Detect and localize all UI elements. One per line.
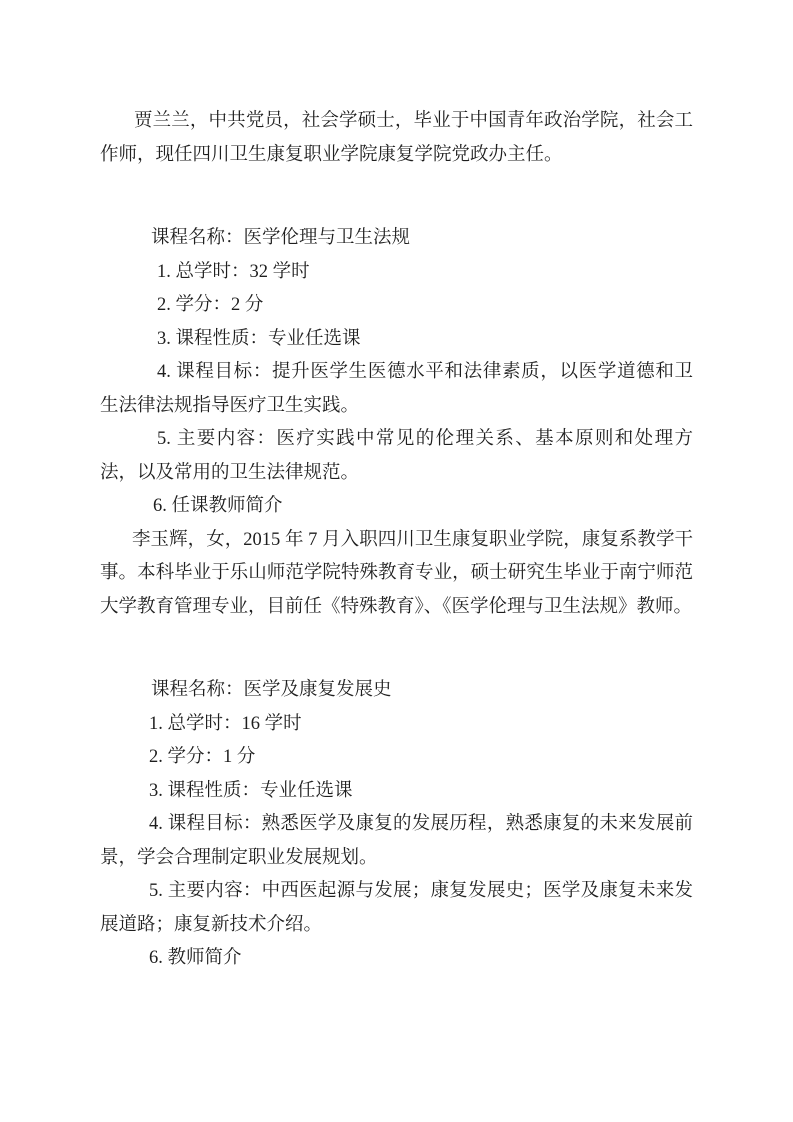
course-item-nature: 3. 课程性质：专业任选课 bbox=[149, 780, 353, 801]
blank-line bbox=[100, 172, 693, 222]
course-item-main-content: 5. 主要内容：中西医起源与发展；康复发展史；医学及康复未来发展道路；康复新技术介绍。 bbox=[100, 881, 693, 935]
course-title: 课程名称：医学伦理与卫生法规 bbox=[151, 228, 411, 248]
teacher-bio-paragraph: 李玉辉，女，2015 年 7 月入职四川卫生康复职业学院，康复系教学干事。本科毕业于乐山师范学院特殊教育专业，硕士研究生毕业于南宁师范大学教育管理专业，目前任《特殊教育》、《医学伦理与卫生法规》教师。 bbox=[100, 529, 693, 617]
blank-line bbox=[100, 624, 693, 674]
course-item-credits: 2. 学分：2 分 bbox=[157, 295, 264, 315]
course-section-rehab-history bbox=[100, 674, 693, 976]
course-item-nature: 3. 课程性质：专业任选课 bbox=[157, 328, 361, 349]
course-item-objectives: 4. 课程目标：提升医学生医德水平和法律素质，以医学道德和卫生法律法规指导医疗卫生实践。 bbox=[100, 362, 693, 416]
course-item-credits: 2. 学分：1 分 bbox=[149, 747, 256, 767]
course-item-main-content: 5. 主要内容：医疗实践中常见的伦理关系、基本原则和处理方法，以及常用的卫生法律规范。 bbox=[100, 429, 693, 483]
course-item-teacher-intro-heading: 6. 教师简介 bbox=[149, 948, 242, 968]
course-item-total-hours: 1. 总学时：32 学时 bbox=[157, 261, 310, 282]
course-item-total-hours: 1. 总学时：16 学时 bbox=[149, 713, 302, 734]
course-section-medical-ethics bbox=[100, 222, 693, 624]
intro-paragraph: 贾兰兰，中共党员，社会学硕士，毕业于中国青年政治学院，社会工作师，现任四川卫生康复职业学院康复学院党政办主任。 bbox=[100, 111, 693, 165]
course-item-teacher-intro-heading: 6. 任课教师简介 bbox=[153, 496, 283, 516]
course-item-objectives: 4. 课程目标：熟悉医学及康复的发展历程，熟悉康复的未来发展前景，学会合理制定职业发展规划。 bbox=[100, 814, 693, 868]
course-title: 课程名称：医学及康复发展史 bbox=[151, 680, 392, 700]
